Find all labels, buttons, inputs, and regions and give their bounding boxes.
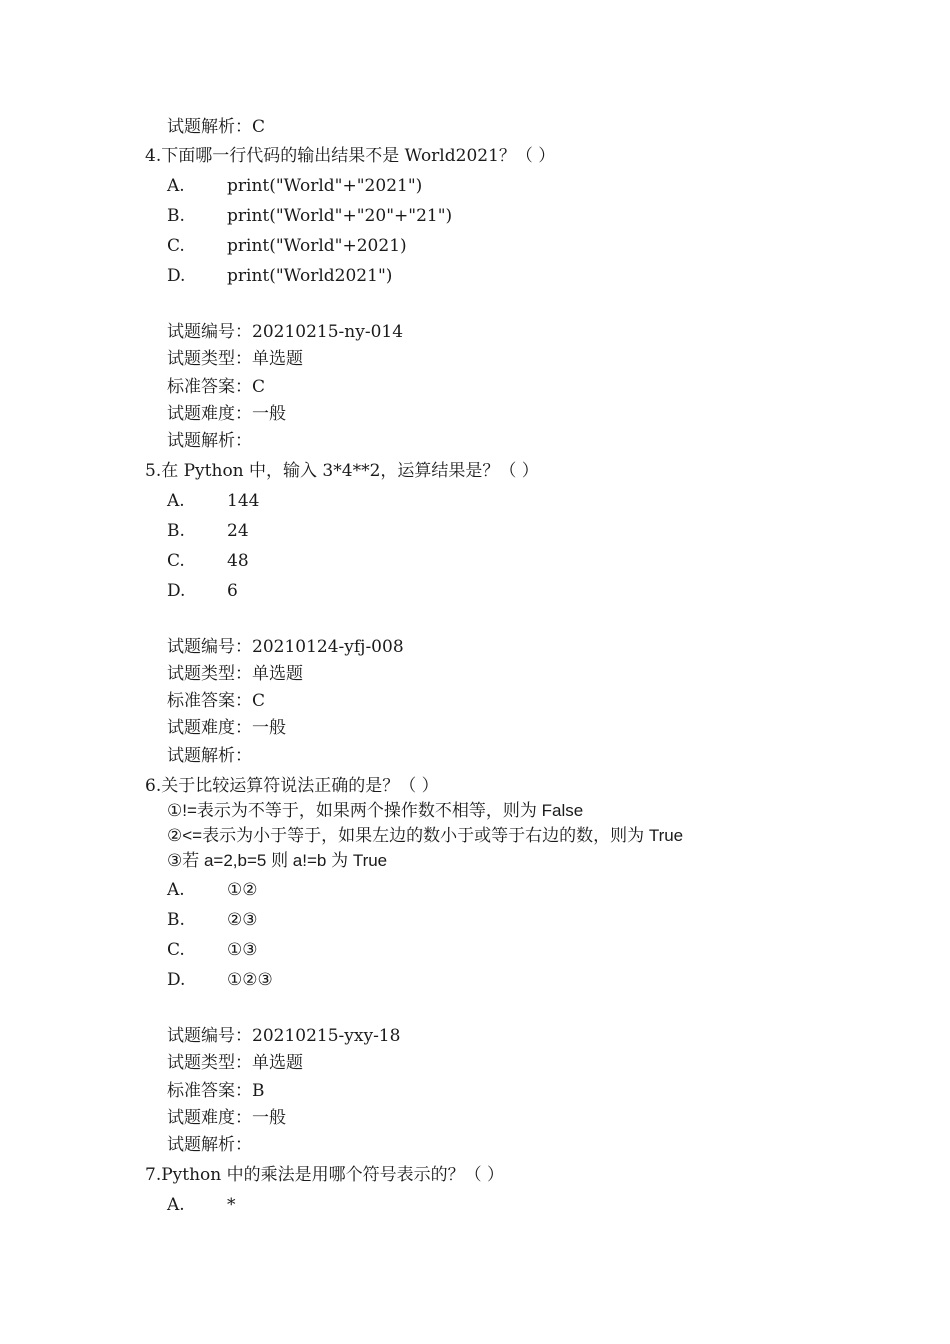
q6-option-a-text: ①②: [227, 880, 258, 900]
q6-analysis: 试题解析：: [167, 1135, 252, 1155]
question-4-stem: 4.下面哪一行代码的输出结果不是 World2021？（ ）: [145, 146, 556, 166]
q6-id: 试题编号：20210215-yxy-18: [167, 1026, 401, 1046]
question-5-stem: 5.在 Python 中，输入 3*4**2，运算结果是？（ ）: [145, 461, 539, 481]
q6-statement-2: ②<=表示为小于等于，如果左边的数小于或等于右边的数，则为 True: [167, 826, 684, 845]
q6-option-b-letter: B.: [167, 910, 185, 930]
q5-option-d-text: 6: [227, 581, 238, 601]
question-6-stem: 6.关于比较运算符说法正确的是？（ ）: [145, 776, 439, 796]
q4-id: 试题编号：20210215-ny-014: [167, 322, 404, 342]
q5-id: 试题编号：20210124-yfj-008: [167, 637, 404, 657]
q4-type: 试题类型：单选题: [167, 349, 303, 369]
q4-option-a-letter: A.: [167, 176, 185, 196]
q7-option-a-letter: A.: [167, 1195, 185, 1215]
question-7-stem: 7.Python 中的乘法是用哪个符号表示的？（ ）: [145, 1165, 505, 1185]
q4-option-c-text: print("World"+2021): [227, 236, 407, 256]
q4-option-d-letter: D.: [167, 266, 186, 286]
q6-option-a-letter: A.: [167, 880, 185, 900]
q6-difficulty: 试题难度：一般: [167, 1108, 286, 1128]
q4-option-a-text: print("World"+"2021"): [227, 176, 423, 196]
q6-option-b-text: ②③: [227, 910, 258, 930]
q5-difficulty: 试题难度：一般: [167, 718, 286, 738]
q6-option-d-text: ①②③: [227, 970, 273, 990]
q5-option-c-text: 48: [227, 551, 249, 571]
q5-analysis: 试题解析：: [167, 746, 252, 766]
q6-option-c-text: ①③: [227, 940, 258, 960]
q6-option-d-letter: D.: [167, 970, 186, 990]
q4-difficulty: 试题难度：一般: [167, 404, 286, 424]
q6-option-c-letter: C.: [167, 940, 185, 960]
q6-type: 试题类型：单选题: [167, 1053, 303, 1073]
q4-option-d-text: print("World2021"): [227, 266, 393, 286]
q5-option-c-letter: C.: [167, 551, 185, 571]
q4-option-b-text: print("World"+"20"+"21"): [227, 206, 453, 226]
q5-option-a-text: 144: [227, 491, 260, 511]
q5-option-d-letter: D.: [167, 581, 186, 601]
q4-option-b-letter: B.: [167, 206, 185, 226]
q5-option-b-letter: B.: [167, 521, 185, 541]
q4-option-c-letter: C.: [167, 236, 185, 256]
q5-answer: 标准答案：C: [167, 691, 266, 711]
q5-option-b-text: 24: [227, 521, 249, 541]
q6-statement-3: ③若 a=2,b=5 则 a!=b 为 True: [167, 851, 388, 870]
q4-answer: 标准答案：C: [167, 377, 266, 397]
q5-option-a-letter: A.: [167, 491, 185, 511]
q5-type: 试题类型：单选题: [167, 664, 303, 684]
q7-option-a-text: *: [227, 1195, 236, 1215]
q6-statement-1: ①!=表示为不等于，如果两个操作数不相等，则为 False: [167, 801, 584, 820]
q6-answer: 标准答案：B: [167, 1081, 265, 1101]
q4-analysis: 试题解析：: [167, 431, 252, 451]
prev-question-analysis: 试题解析：C: [167, 117, 266, 137]
